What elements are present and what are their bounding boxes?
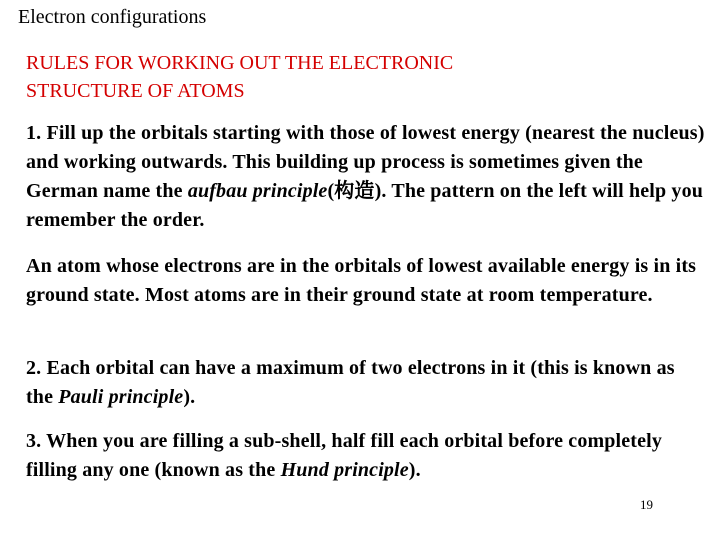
page-title: Electron configurations bbox=[18, 6, 207, 28]
rule-1-paragraph bbox=[26, 119, 706, 235]
hund-principle-term: Hund principle bbox=[280, 459, 409, 481]
ground-state-paragraph: An atom whose electrons are in the orbitals of lowest available energy is in its ground state. Most atoms are in their ground state at room temperature. bbox=[26, 255, 697, 306]
rules-heading-line-1: RULES FOR WORKING OUT THE ELECTRONIC bbox=[26, 52, 454, 74]
rule-3-text-end: ). bbox=[408, 459, 421, 481]
rule-3-text: 3. When you are filling a sub-shell, half fill each orbital before completely filling any one (known as the bbox=[26, 430, 662, 481]
aufbau-chinese-term: (构造). bbox=[327, 180, 387, 202]
rule-2-text-end: ). bbox=[183, 386, 196, 408]
rule-2-paragraph bbox=[26, 354, 706, 412]
rule-3-paragraph bbox=[26, 427, 706, 485]
aufbau-principle-term: aufbau principle bbox=[187, 180, 328, 202]
rules-heading-line-2: STRUCTURE OF ATOMS bbox=[26, 80, 245, 102]
rules-heading bbox=[26, 49, 666, 105]
rule-2-text: 2. Each orbital can have a maximum of two electrons in it (this is known as the bbox=[26, 357, 675, 408]
pauli-principle-term: Pauli principle bbox=[58, 386, 184, 408]
slide-number: 19 bbox=[640, 497, 653, 512]
rule-1-text: 1. Fill up the orbitals starting with those of lowest energy (nearest the nucleus) and working outwards. This building up process is sometimes given the German name the bbox=[26, 122, 705, 202]
rule-1-text-end: The pattern on the left will help you remember the order. bbox=[26, 180, 703, 231]
